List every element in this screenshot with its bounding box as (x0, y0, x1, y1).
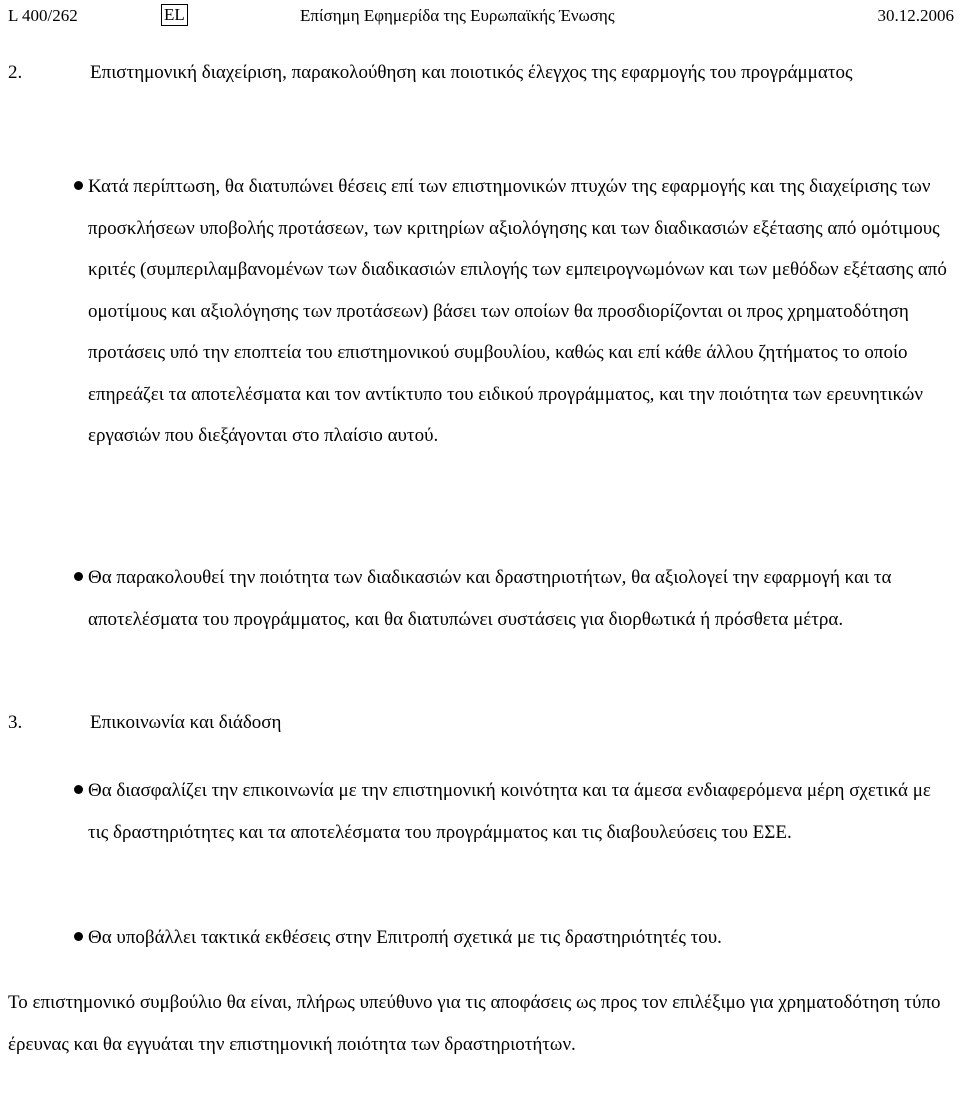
section-2-heading (8, 54, 954, 134)
list-item-text: Θα υποβάλλει τακτικά εκθέσεις στην Επιτροπή σχετικά με τις δραστηριότητές του. (88, 927, 722, 948)
section-number: 2. (8, 62, 23, 83)
list-item-text: Θα διασφαλίζει την επικοινωνία με την επιστημονική κοινότητα και τα άμεσα ενδιαφερόμενα μέρη σχετικά με τις δραστηριότητες και τα αποτελέσματα του προγράμματος και τις διαβουλεύσεις του ΕΣΕ. (88, 780, 931, 843)
journal-title: Επίσημη Εφημερίδα της Ευρωπαϊκής Ένωσης (300, 6, 615, 25)
publication-date: 30.12.2006 (877, 6, 954, 25)
bullet-icon (74, 572, 83, 581)
list-item (88, 557, 954, 640)
bullet-icon (74, 181, 83, 190)
section-3-heading (8, 704, 954, 744)
page-header (8, 4, 954, 28)
list-item (88, 770, 954, 853)
list-item-text: Κατά περίπτωση, θα διατυπώνει θέσεις επί των επιστημονικών πτυχών της εφαρμογής και της διαχείρισης των προσκλήσεων υποβολής προτάσεων, των κριτηρίων αξιολόγησης και των διαδικασιών εξέτασης από ομότιμους κριτές (συμπεριλαμβανομένων των διαδικασιών επιλογής των εμπειρογνωμόνων και των μεθόδων εξέτασης από ομοτίμους και αξιολόγησης των προτάσεων) βάσει των οποίων θα προσδιορίζονται οι προς χρηματοδότηση προτάσεις υπό την εποπτεία του επιστημονικού συμβουλίου, καθώς και επί κάθε άλλου ζητήματος το οποίο επηρεάζει τα αποτελέσματα και τον αντίκτυπο του ειδικού προγράμματος, και την ποιότητα των ερευνητικών εργασιών που διεξάγονται στο πλαίσιο αυτού. (88, 176, 947, 446)
list-item (88, 166, 954, 457)
language-code: EL (161, 4, 188, 26)
list-item-text: Θα παρακολουθεί την ποιότητα των διαδικασιών και δραστηριοτήτων, θα αξιολογεί την εφαρμογή και τα αποτελέσματα του προγράμματος, και θα διατυπώνει συστάσεις για διορθωτικά ή πρόσθετα μέτρα. (88, 567, 892, 630)
section-number: 3. (8, 712, 23, 733)
closing-paragraph: Το επιστημονικό συμβούλιο θα είναι, πλήρως υπεύθυνο για τις αποφάσεις ως προς τον επιλέξιμο για χρηματοδότηση τύπο έρευνας και θα εγγυάται την επιστημονική ποιότητα των δραστηριοτήτων. (8, 992, 941, 1055)
page-reference: L 400/262 (8, 6, 78, 25)
section-title: Επικοινωνία και διάδοση (90, 712, 282, 733)
bullet-icon (74, 932, 83, 941)
section-title: Επιστημονική διαχείριση, παρακολούθηση και ποιοτικός έλεγχος της εφαρμογής του προγράμματος (90, 62, 853, 83)
bullet-icon (74, 785, 83, 794)
list-item (88, 917, 954, 959)
